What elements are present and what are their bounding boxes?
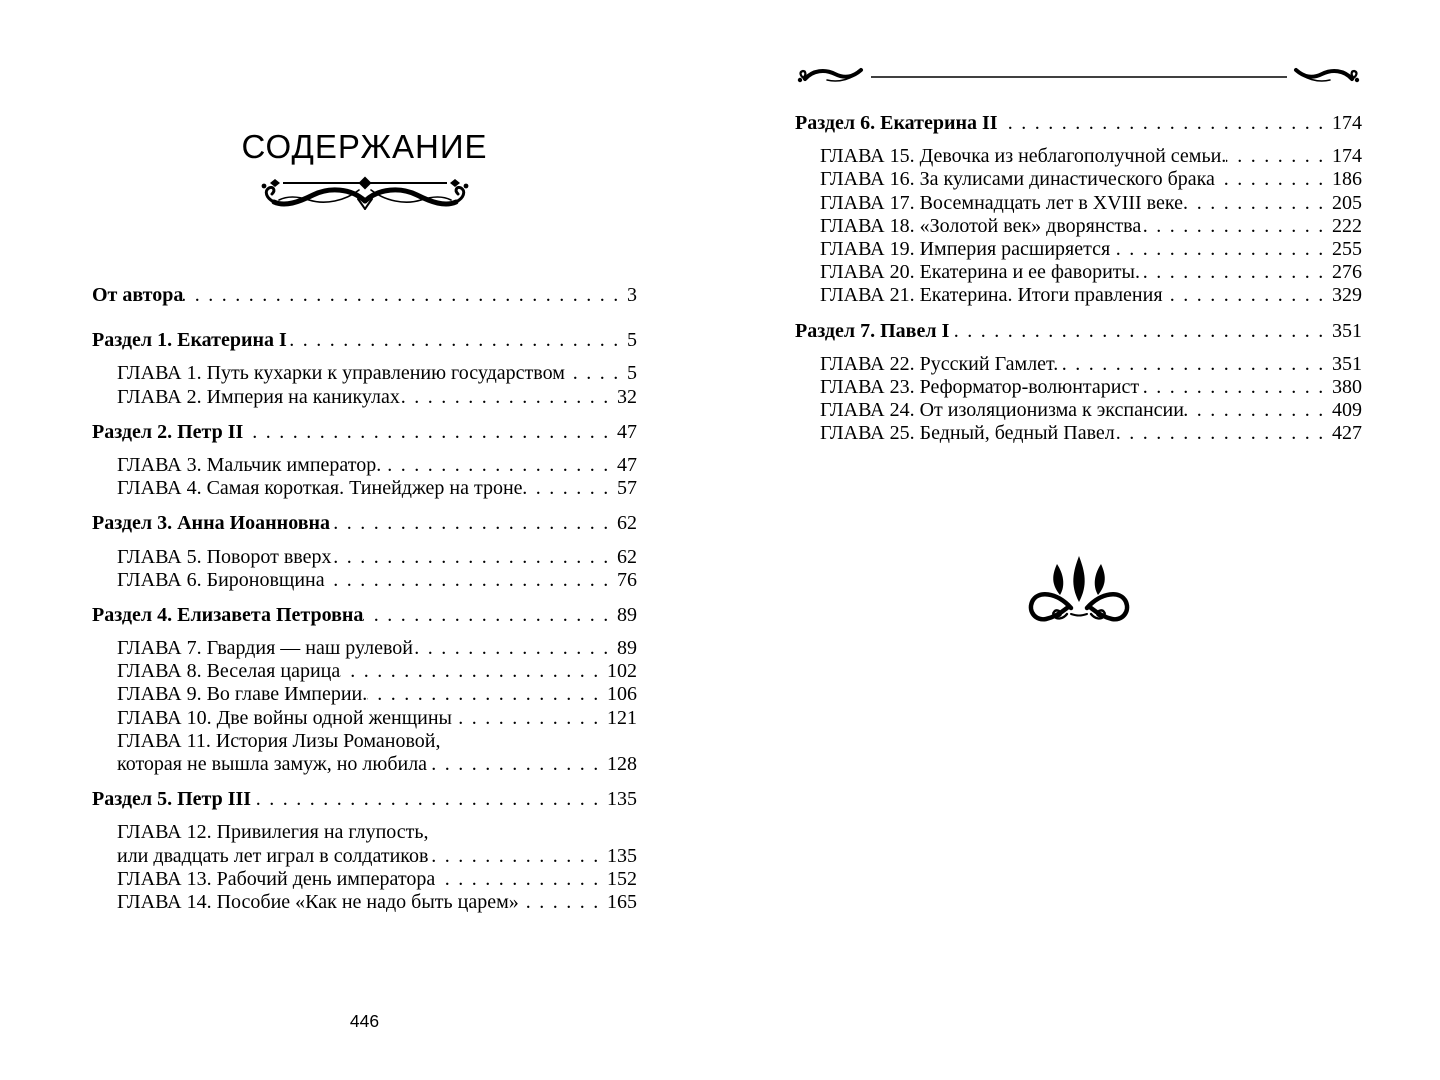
entry-page-number: 62 <box>617 545 637 568</box>
toc-entry <box>795 422 1362 445</box>
entry-label: Раздел 6. Екатерина II <box>795 112 998 134</box>
toc-entry <box>92 868 637 891</box>
toc-entry <box>795 261 1362 284</box>
toc-right <box>795 100 1362 445</box>
entry-page-number: 329 <box>1332 284 1362 307</box>
toc-entry <box>795 215 1362 238</box>
dot-leader <box>287 329 627 352</box>
toc-entry <box>92 329 637 352</box>
toc-entry <box>92 386 637 409</box>
toc-entry <box>92 683 637 706</box>
entry-page-number: 102 <box>607 660 637 683</box>
dot-leader <box>363 604 617 627</box>
entry-label: ГЛАВА 14. Пособие «Как не надо быть царем» <box>117 890 519 913</box>
entry-page-number: 174 <box>1332 112 1362 134</box>
entry-label: ГЛАВА 15. Девочка из неблагополучной семьи. <box>820 145 1227 168</box>
entry-label: ГЛАВА 21. Екатерина. Итоги правления <box>820 284 1163 307</box>
dot-leader <box>1139 376 1332 399</box>
dot-leader <box>1163 284 1332 307</box>
entry-page-number: 255 <box>1332 237 1362 260</box>
dot-leader <box>452 707 607 730</box>
entry-page-number: 174 <box>1332 145 1362 168</box>
entry-label: Раздел 1. Екатерина I <box>92 329 287 352</box>
entry-page-number: 276 <box>1332 261 1362 284</box>
toc-entry <box>92 730 637 753</box>
dot-leader <box>413 637 617 660</box>
entry-label: ГЛАВА 23. Реформатор-волюнтарист <box>820 375 1140 398</box>
entry-page-number: 351 <box>1332 319 1362 342</box>
toc-entry <box>795 376 1362 399</box>
toc-entry <box>795 284 1362 307</box>
toc-entry <box>92 421 637 444</box>
toc-entry <box>92 454 637 477</box>
toc-entry <box>92 707 637 730</box>
entry-label: ГЛАВА 19. Империя расширяется <box>820 237 1111 260</box>
dot-leader <box>427 753 607 776</box>
entry-page-number: 135 <box>607 788 637 811</box>
toc-entry <box>795 238 1362 261</box>
toc-entry <box>92 891 637 914</box>
toc-entry <box>92 569 637 592</box>
entry-page-number: 57 <box>617 477 637 500</box>
entry-label: Раздел 7. Павел I <box>795 319 950 342</box>
toc-entry <box>795 112 1362 135</box>
toc-entry <box>92 546 637 569</box>
dot-leader <box>523 477 617 500</box>
dot-leader <box>949 320 1332 343</box>
entry-label: которая не вышла замуж, но любила <box>117 753 428 775</box>
toc-entry <box>92 821 637 844</box>
entry-label: ГЛАВА 17. Восемнадцать лет в XVIII веке. <box>820 191 1188 214</box>
entry-label: ГЛАВА 1. Путь кухарки к управлению государством <box>117 362 565 385</box>
entry-page-number: 89 <box>617 637 637 660</box>
entry-label: ГЛАВА 24. От изоляционизма к экспансии <box>820 399 1184 422</box>
entry-page-number: 205 <box>1332 191 1362 214</box>
dot-leader <box>1188 192 1332 215</box>
dot-leader <box>1115 422 1332 445</box>
entry-page-number: 89 <box>617 603 637 626</box>
toc-entry <box>92 284 637 307</box>
toc-entry <box>795 168 1362 191</box>
toc-entry <box>92 512 637 535</box>
entry-page-number: 121 <box>607 706 637 729</box>
entry-label: ГЛАВА 16. За кулисами династического брака <box>820 168 1215 191</box>
entry-page-number: 106 <box>607 683 637 706</box>
entry-label: ГЛАВА 25. Бедный, бедный Павел <box>820 422 1115 445</box>
entry-page-number: 135 <box>607 844 637 867</box>
entry-page-number: 62 <box>617 512 637 535</box>
title-flourish-ornament <box>92 174 637 218</box>
entry-page-number: 427 <box>1332 422 1362 445</box>
toc-entry <box>92 637 637 660</box>
dot-leader <box>367 683 607 706</box>
entry-label: ГЛАВА 11. История Лизы Романовой, <box>117 729 441 752</box>
dot-leader <box>400 386 617 409</box>
toc-entry <box>92 604 637 627</box>
fleuron-ornament <box>795 552 1362 640</box>
entry-label: Раздел 4. Елизавета Петровна <box>92 603 364 626</box>
dot-leader <box>330 512 617 535</box>
toc-entry <box>795 192 1362 215</box>
dot-leader <box>1226 145 1332 168</box>
dot-leader <box>565 362 627 385</box>
entry-label: ГЛАВА 10. Две войны одной женщины <box>117 706 452 729</box>
entry-page-number: 152 <box>607 867 637 890</box>
toc-entry <box>92 788 637 811</box>
dot-leader <box>331 546 617 569</box>
dot-leader <box>435 868 607 891</box>
entry-label: ГЛАВА 2. Империя на каникулах <box>117 385 400 408</box>
dot-leader <box>1140 261 1332 284</box>
entry-label: ГЛАВА 13. Рабочий день императора <box>117 867 436 890</box>
dot-leader <box>340 660 607 683</box>
entry-label: ГЛАВА 20. Екатерина и ее фавориты. <box>820 261 1140 284</box>
entry-page-number: 32 <box>617 385 637 408</box>
entry-page-number: 186 <box>1332 168 1362 191</box>
dot-leader <box>1184 399 1332 422</box>
entry-label: Раздел 3. Анна Иоанновна <box>92 512 331 535</box>
entry-label: ГЛАВА 3. Мальчик император. <box>117 453 382 476</box>
toc-entry <box>795 353 1362 376</box>
entry-label: ГЛАВА 5. Поворот вверх <box>117 545 332 568</box>
toc-entry <box>795 320 1362 343</box>
toc-entry <box>92 362 637 385</box>
toc-entry <box>92 753 637 776</box>
page-title: СОДЕРЖАНИЕ <box>241 128 488 165</box>
entry-label: или двадцать лет играл в солдатиков <box>117 844 429 867</box>
entry-page-number: 409 <box>1332 399 1362 422</box>
dot-leader <box>251 788 607 811</box>
calligraphic-divider-icon <box>257 174 473 218</box>
toc-entry <box>795 145 1362 168</box>
page-number-folio: 446 <box>349 1011 380 1031</box>
toc-entry <box>795 399 1362 422</box>
entry-label: Раздел 2. Петр II <box>92 420 244 443</box>
entry-page-number: 5 <box>627 362 637 385</box>
entry-label: ГЛАВА 7. Гвардия — наш рулевой <box>117 637 413 660</box>
dot-leader <box>1141 215 1332 238</box>
dot-leader <box>381 454 617 477</box>
dot-leader <box>519 891 607 914</box>
swirl-rule-icon <box>795 62 1362 92</box>
entry-label: ГЛАВА 22. Русский Гамлет. <box>820 352 1059 375</box>
entry-page-number: 47 <box>617 453 637 476</box>
dot-leader <box>325 569 617 592</box>
entry-label: ГЛАВА 4. Самая короткая. Тинейджер на троне <box>117 477 523 500</box>
dot-leader <box>998 112 1332 135</box>
entry-label: Раздел 5. Петр III <box>92 788 252 811</box>
entry-page-number: 351 <box>1332 352 1362 375</box>
dot-leader <box>243 421 617 444</box>
entry-label: ГЛАВА 8. Веселая царица <box>117 660 341 683</box>
right-page <box>795 0 1362 1080</box>
entry-page-number: 47 <box>617 420 637 443</box>
entry-label: От автора <box>92 284 184 306</box>
entry-page-number: 76 <box>617 568 637 591</box>
toc-left <box>92 272 637 914</box>
entry-label: ГЛАВА 18. «Золотой век» дворянства <box>820 214 1142 237</box>
toc-entry <box>92 660 637 683</box>
entry-page-number: 3 <box>627 284 637 306</box>
entry-page-number: 222 <box>1332 214 1362 237</box>
entry-page-number: 165 <box>607 890 637 913</box>
dot-leader <box>1058 353 1332 376</box>
entry-label: ГЛАВА 9. Во главе Империи. <box>117 683 368 706</box>
left-page <box>92 0 637 1080</box>
entry-label: ГЛАВА 12. Привилегия на глупость, <box>117 821 429 844</box>
toc-entry <box>92 477 637 500</box>
entry-label: ГЛАВА 6. Бироновщина <box>117 568 325 591</box>
dot-leader <box>183 284 627 307</box>
toc-entry <box>92 845 637 868</box>
floral-fleuron-icon <box>1027 552 1131 640</box>
dot-leader <box>428 845 607 868</box>
header-rule-ornament <box>795 62 1362 92</box>
entry-page-number: 128 <box>607 753 637 775</box>
dot-leader <box>1215 168 1332 191</box>
dot-leader <box>1110 238 1332 261</box>
entry-page-number: 380 <box>1332 375 1362 398</box>
entry-page-number: 5 <box>627 329 637 352</box>
